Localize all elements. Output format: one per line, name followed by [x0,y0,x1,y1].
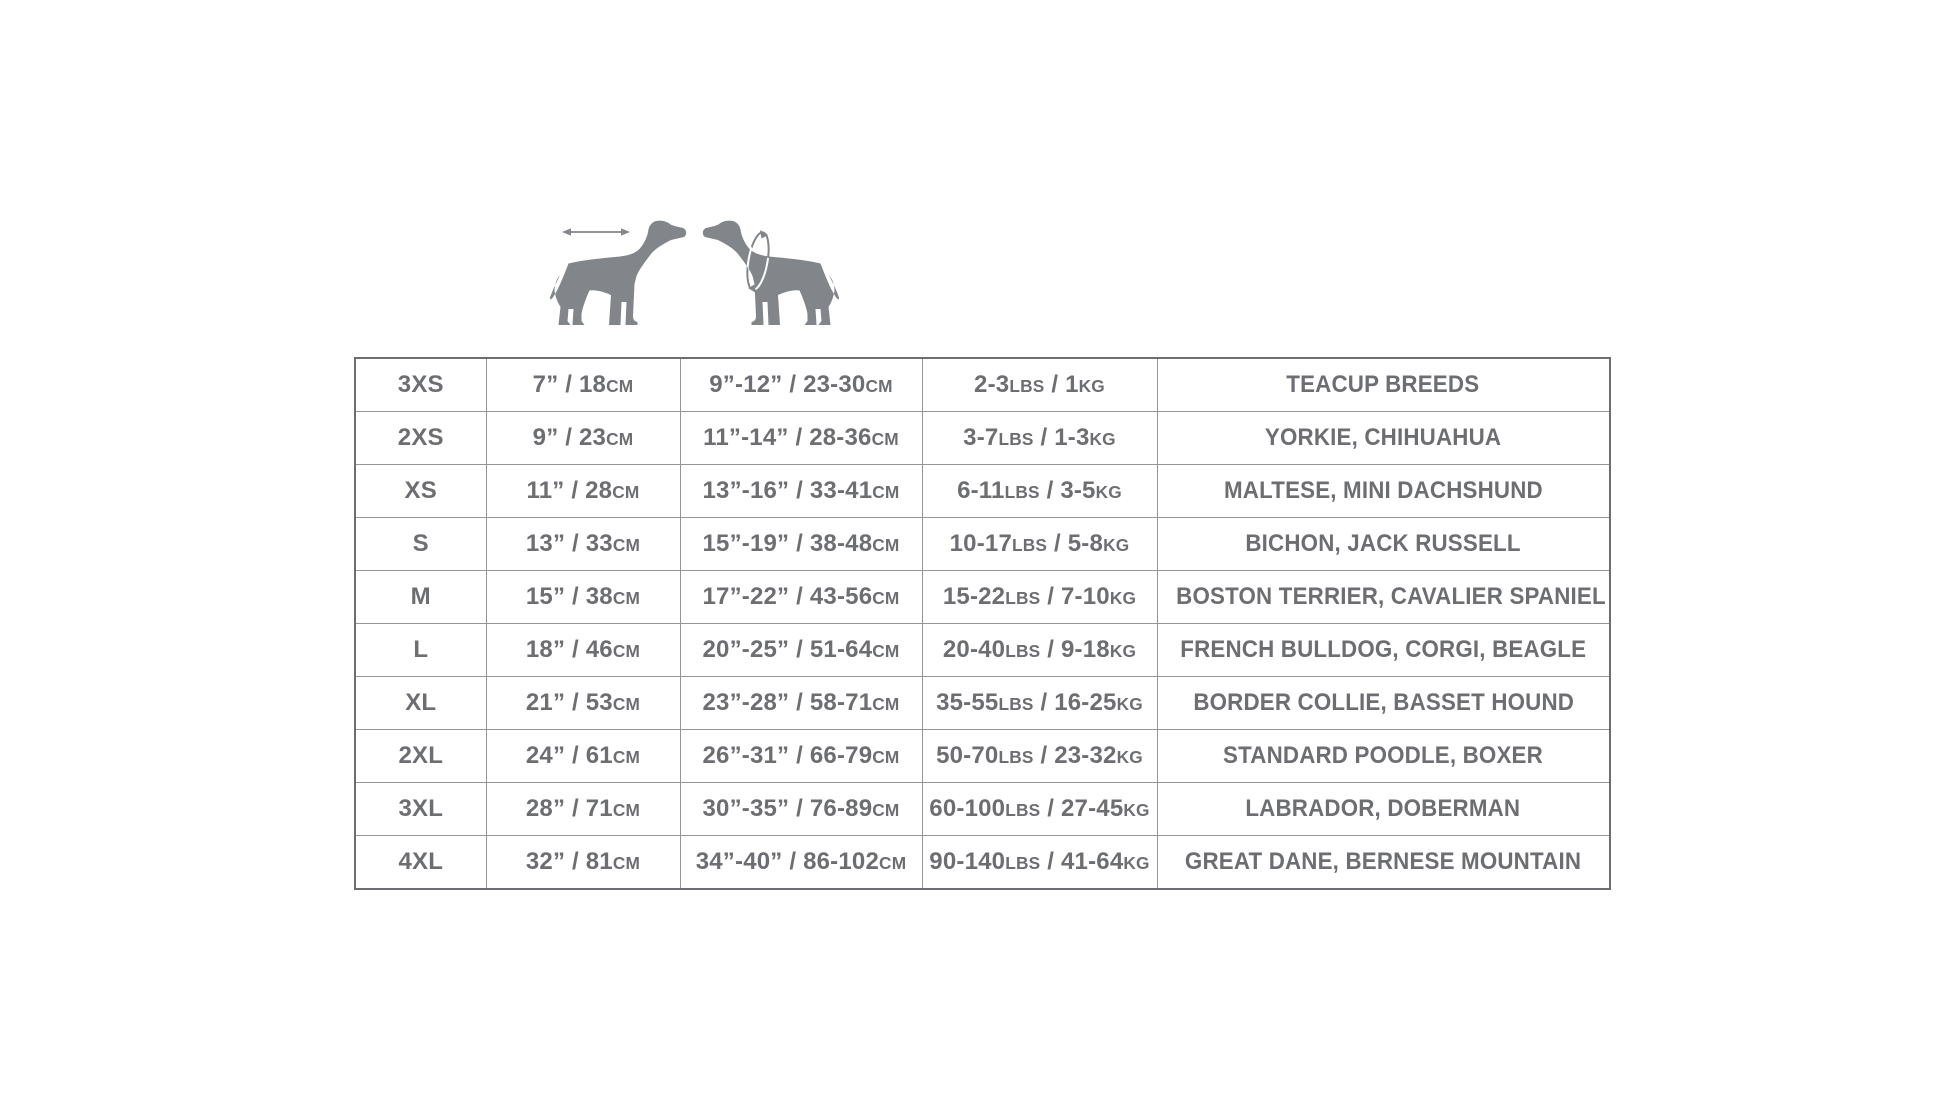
breeds-label: YORKIE, CHIHUAHUA [1265,424,1502,451]
cell-back-length: 11” / 28CM [486,465,680,518]
cell-chest-girth: 17”-22” / 43-56CM [680,571,922,624]
dog-measurement-figure [545,213,845,331]
cell-breeds [1157,358,1610,412]
table-row [355,836,1610,890]
breeds-label: GREAT DANE, BERNESE MOUNTAIN [1185,848,1582,875]
cell-breeds [1157,836,1610,890]
cell-breeds [1157,783,1610,836]
breeds-label: STANDARD POODLE, BOXER [1223,742,1544,769]
cell-weight: 15-22LBS / 7-10KG [922,571,1157,624]
table-row [355,677,1610,730]
back-length-arrow-icon [562,228,630,235]
cell-size: 3XS [355,358,486,412]
cell-weight: 2-3LBS / 1KG [922,358,1157,412]
cell-chest-girth: 26”-31” / 66-79CM [680,730,922,783]
cell-chest-girth: 34”-40” / 86-102CM [680,836,922,890]
cell-size: 4XL [355,836,486,890]
breeds-label: LABRADOR, DOBERMAN [1245,795,1521,822]
cell-back-length: 24” / 61CM [486,730,680,783]
cell-chest-girth: 15”-19” / 38-48CM [680,518,922,571]
cell-size: 3XL [355,783,486,836]
cell-size: S [355,518,486,571]
cell-breeds [1157,571,1610,624]
table-row [355,358,1610,412]
cell-chest-girth: 13”-16” / 33-41CM [680,465,922,518]
cell-weight: 50-70LBS / 23-32KG [922,730,1157,783]
cell-back-length: 21” / 53CM [486,677,680,730]
breeds-label: BORDER COLLIE, BASSET HOUND [1192,689,1574,716]
table-row [355,783,1610,836]
table-row [355,465,1610,518]
cell-breeds [1157,465,1610,518]
cell-weight: 35-55LBS / 16-25KG [922,677,1157,730]
cell-weight: 3-7LBS / 1-3KG [922,412,1157,465]
cell-weight: 60-100LBS / 27-45KG [922,783,1157,836]
cell-size: L [355,624,486,677]
breeds-label: BOSTON TERRIER, CAVALIER SPANIEL [1175,583,1606,610]
cell-breeds [1157,624,1610,677]
cell-chest-girth: 20”-25” / 51-64CM [680,624,922,677]
cell-back-length: 7” / 18CM [486,358,680,412]
breeds-label: TEACUP BREEDS [1286,371,1480,398]
cell-back-length: 32” / 81CM [486,836,680,890]
cell-back-length: 15” / 38CM [486,571,680,624]
cell-weight: 10-17LBS / 5-8KG [922,518,1157,571]
breeds-label: FRENCH BULLDOG, CORGI, BEAGLE [1180,636,1587,663]
cell-size: M [355,571,486,624]
cell-breeds [1157,518,1610,571]
cell-size: 2XS [355,412,486,465]
breeds-label: BICHON, JACK RUSSELL [1245,530,1521,557]
cell-weight: 6-11LBS / 3-5KG [922,465,1157,518]
cell-chest-girth: 30”-35” / 76-89CM [680,783,922,836]
cell-size: XS [355,465,486,518]
table-row [355,730,1610,783]
cell-chest-girth: 11”-14” / 28-36CM [680,412,922,465]
table-row [355,518,1610,571]
breeds-label: MALTESE, MINI DACHSHUND [1223,477,1543,504]
cell-back-length: 13” / 33CM [486,518,680,571]
right-dog-icon [703,221,839,325]
cell-breeds [1157,677,1610,730]
cell-weight: 90-140LBS / 41-64KG [922,836,1157,890]
cell-chest-girth: 9”-12” / 23-30CM [680,358,922,412]
size-table [354,357,1611,890]
table-row [355,412,1610,465]
cell-back-length: 18” / 46CM [486,624,680,677]
cell-back-length: 28” / 71CM [486,783,680,836]
cell-back-length: 9” / 23CM [486,412,680,465]
cell-breeds [1157,730,1610,783]
table-row [355,624,1610,677]
cell-size: 2XL [355,730,486,783]
cell-chest-girth: 23”-28” / 58-71CM [680,677,922,730]
size-table-body [355,358,1610,889]
table-row [355,571,1610,624]
cell-breeds [1157,412,1610,465]
cell-size: XL [355,677,486,730]
left-dog-icon [550,221,686,325]
cell-weight: 20-40LBS / 9-18KG [922,624,1157,677]
